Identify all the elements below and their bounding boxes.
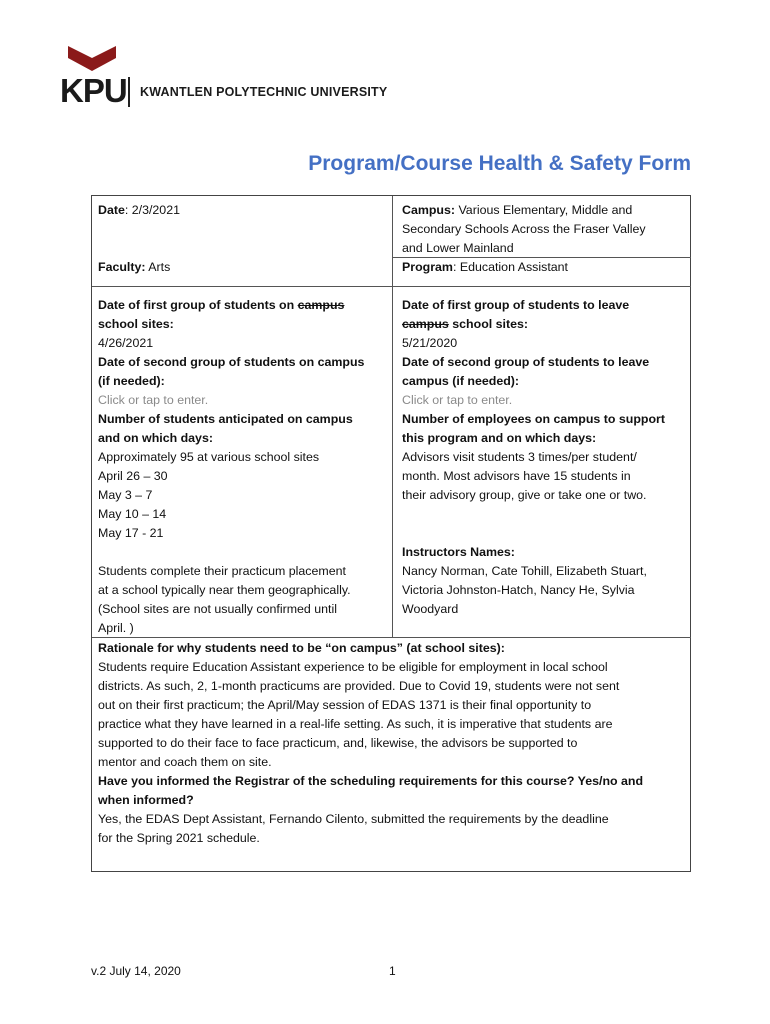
rationale-label: Rationale for why students need to be “on campus” (at school sites): (98, 641, 505, 655)
date-label: Date (98, 203, 125, 217)
employees-label-1: Number of employees on campus to support (402, 412, 665, 426)
practicum-line: April. ) (98, 621, 134, 635)
instructors-line: Nancy Norman, Cate Tohill, Elizabeth Stuart, (402, 564, 647, 578)
first-group-leave-label-cont: school sites: (448, 317, 529, 331)
left-details-cell (92, 296, 392, 638)
rationale-line: practice what they have learned in a real-life setting. As such, it is imperative that students are (98, 717, 613, 731)
second-group-leave-label-2: campus (if needed): (402, 374, 520, 388)
students-label-1: Number of students anticipated on campus (98, 412, 353, 426)
second-group-leave-label-1: Date of second group of students to leave (402, 355, 650, 369)
campus-value-line-2[interactable]: Secondary Schools Across the Fraser Valley (402, 222, 646, 236)
rationale-line: supported to do their face to face practicum, and, likewise, the advisors be supported to (98, 736, 578, 750)
rationale-line: Students require Education Assistant experience to be eligible for employment in local school (98, 660, 608, 674)
rationale-line: out on their first practicum; the April/May session of EDAS 1371 is their final opportunity to (98, 698, 592, 712)
employees-line: Advisors visit students 3 times/per student/ (402, 450, 637, 464)
first-group-on-struck-word: campus (297, 298, 345, 312)
campus-cell (396, 201, 690, 258)
first-group-on-value[interactable]: 4/26/2021 (98, 336, 154, 350)
date-value[interactable]: 2/3/2021 (131, 203, 180, 217)
faculty-value[interactable]: Arts (145, 260, 171, 274)
right-details-cell (396, 296, 690, 619)
registrar-label-1: Have you informed the Registrar of the scheduling requirements for this course? Yes/no and (98, 774, 644, 788)
registrar-line: Yes, the EDAS Dept Assistant, Fernando Cilento, submitted the requirements by the deadline (98, 812, 609, 826)
campus-value-line-1[interactable]: Various Elementary, Middle and (455, 203, 633, 217)
program-label: Program (402, 260, 453, 274)
rationale-cell (92, 639, 690, 848)
employees-line: month. Most advisors have 15 students in (402, 469, 631, 483)
campus-value-line-3[interactable]: and Lower Mainland (402, 241, 514, 255)
faculty-label: Faculty: (98, 260, 146, 274)
rationale-line: districts. As such, 2, 1-month practicums are provided. Due to Covid 19, students were not sent (98, 679, 620, 693)
first-group-on-label: Date of first group of students on (98, 298, 298, 312)
students-line: Approximately 95 at various school sites (98, 450, 320, 464)
logo-university-name: KWANTLEN POLYTECHNIC UNIVERSITY (140, 85, 388, 99)
program-value[interactable]: : Education Assistant (452, 260, 568, 274)
rationale-line: mentor and coach them on site. (98, 755, 272, 769)
students-line: April 26 – 30 (98, 469, 168, 483)
practicum-line: Students complete their practicum placement (98, 564, 346, 578)
footer-version: v.2 July 14, 2020 (91, 964, 181, 978)
practicum-line: at a school typically near them geographically. (98, 583, 351, 597)
registrar-label-2: when informed? (98, 793, 194, 807)
first-group-leave-struck-word: campus (402, 317, 449, 331)
instructors-line: Woodyard (402, 602, 459, 616)
logo-abbrev: KPU (60, 72, 127, 109)
instructors-label: Instructors Names: (402, 545, 515, 559)
employees-label-2: this program and on which days: (402, 431, 597, 445)
program-cell (396, 258, 690, 277)
students-line: May 10 – 14 (98, 507, 167, 521)
column-divider (392, 196, 393, 637)
page-number: 1 (389, 964, 396, 978)
instructors-line: Victoria Johnston-Hatch, Nancy He, Sylvia (402, 583, 635, 597)
logo-divider (128, 77, 130, 107)
employees-line: their advisory group, give or take one or two. (402, 488, 647, 502)
form-title: Program/Course Health & Safety Form (308, 152, 691, 175)
registrar-line: for the Spring 2021 schedule. (98, 831, 260, 845)
second-group-on-label-2: (if needed): (98, 374, 165, 388)
second-group-on-label-1: Date of second group of students on campus (98, 355, 365, 369)
health-safety-form-table (91, 195, 691, 872)
campus-label: Campus: (402, 203, 456, 217)
faculty-cell (92, 258, 392, 277)
practicum-line: (School sites are not usually confirmed until (98, 602, 337, 616)
row-divider (92, 286, 691, 287)
students-label-2: and on which days: (98, 431, 213, 445)
second-group-leave-placeholder[interactable]: Click or tap to enter. (402, 393, 513, 407)
kpu-logo (58, 44, 388, 108)
students-line: May 17 - 21 (98, 526, 164, 540)
first-group-on-label-cont: school sites: (98, 317, 174, 331)
second-group-on-placeholder[interactable]: Click or tap to enter. (98, 393, 209, 407)
first-group-leave-value[interactable]: 5/21/2020 (402, 336, 458, 350)
students-line: May 3 – 7 (98, 488, 153, 502)
date-cell: Date: 2/3/2021 (98, 203, 180, 217)
first-group-leave-label: Date of first group of students to leave (402, 298, 630, 312)
